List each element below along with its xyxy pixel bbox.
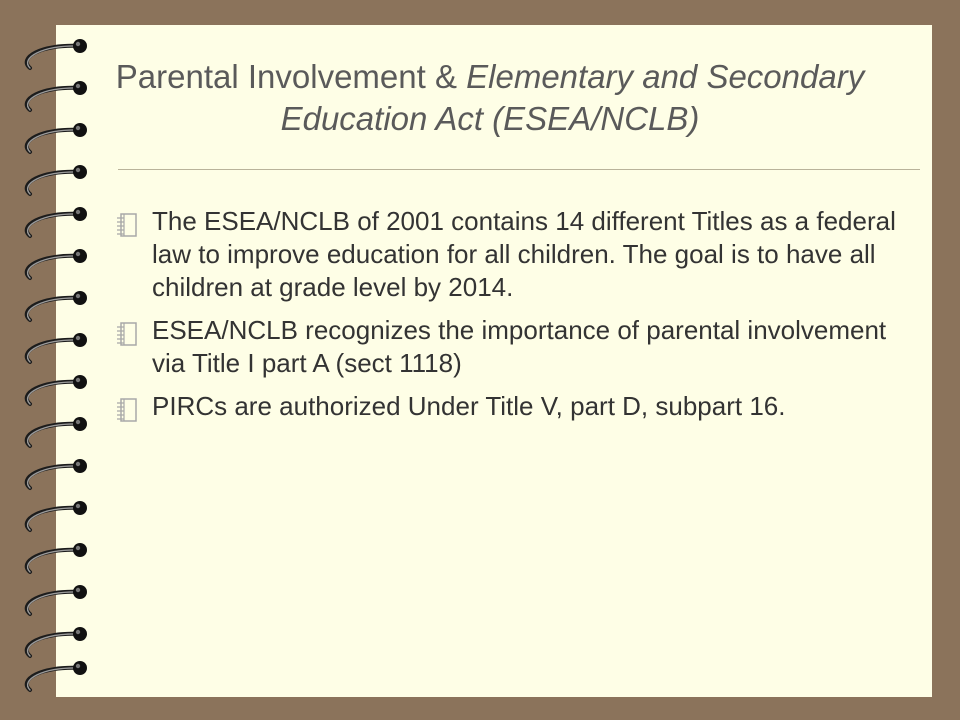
- list-item: [114, 205, 904, 304]
- notebook-icon: [114, 320, 140, 348]
- title-divider: [118, 169, 920, 170]
- title-part-regular: Parental Involvement &: [115, 58, 467, 95]
- slide-title: [90, 56, 890, 140]
- notebook-icon: [114, 396, 140, 424]
- bullet-text: ESEA/NCLB recognizes the importance of parental involvement via Title I part A (sect 1118): [152, 315, 887, 378]
- list-item: [114, 314, 904, 380]
- title-part-italic: Elementary and Secondary Education Act (ESEA/NCLB): [280, 58, 865, 137]
- bullet-text: The ESEA/NCLB of 2001 contains 14 different Titles as a federal law to improve education for all children. The goal is to have all children at grade level by 2014.: [152, 206, 896, 302]
- bullet-text: PIRCs are authorized Under Title V, part D, subpart 16.: [152, 391, 786, 421]
- list-item: [114, 390, 904, 423]
- notebook-icon: [114, 211, 140, 239]
- bullet-list: [114, 205, 904, 433]
